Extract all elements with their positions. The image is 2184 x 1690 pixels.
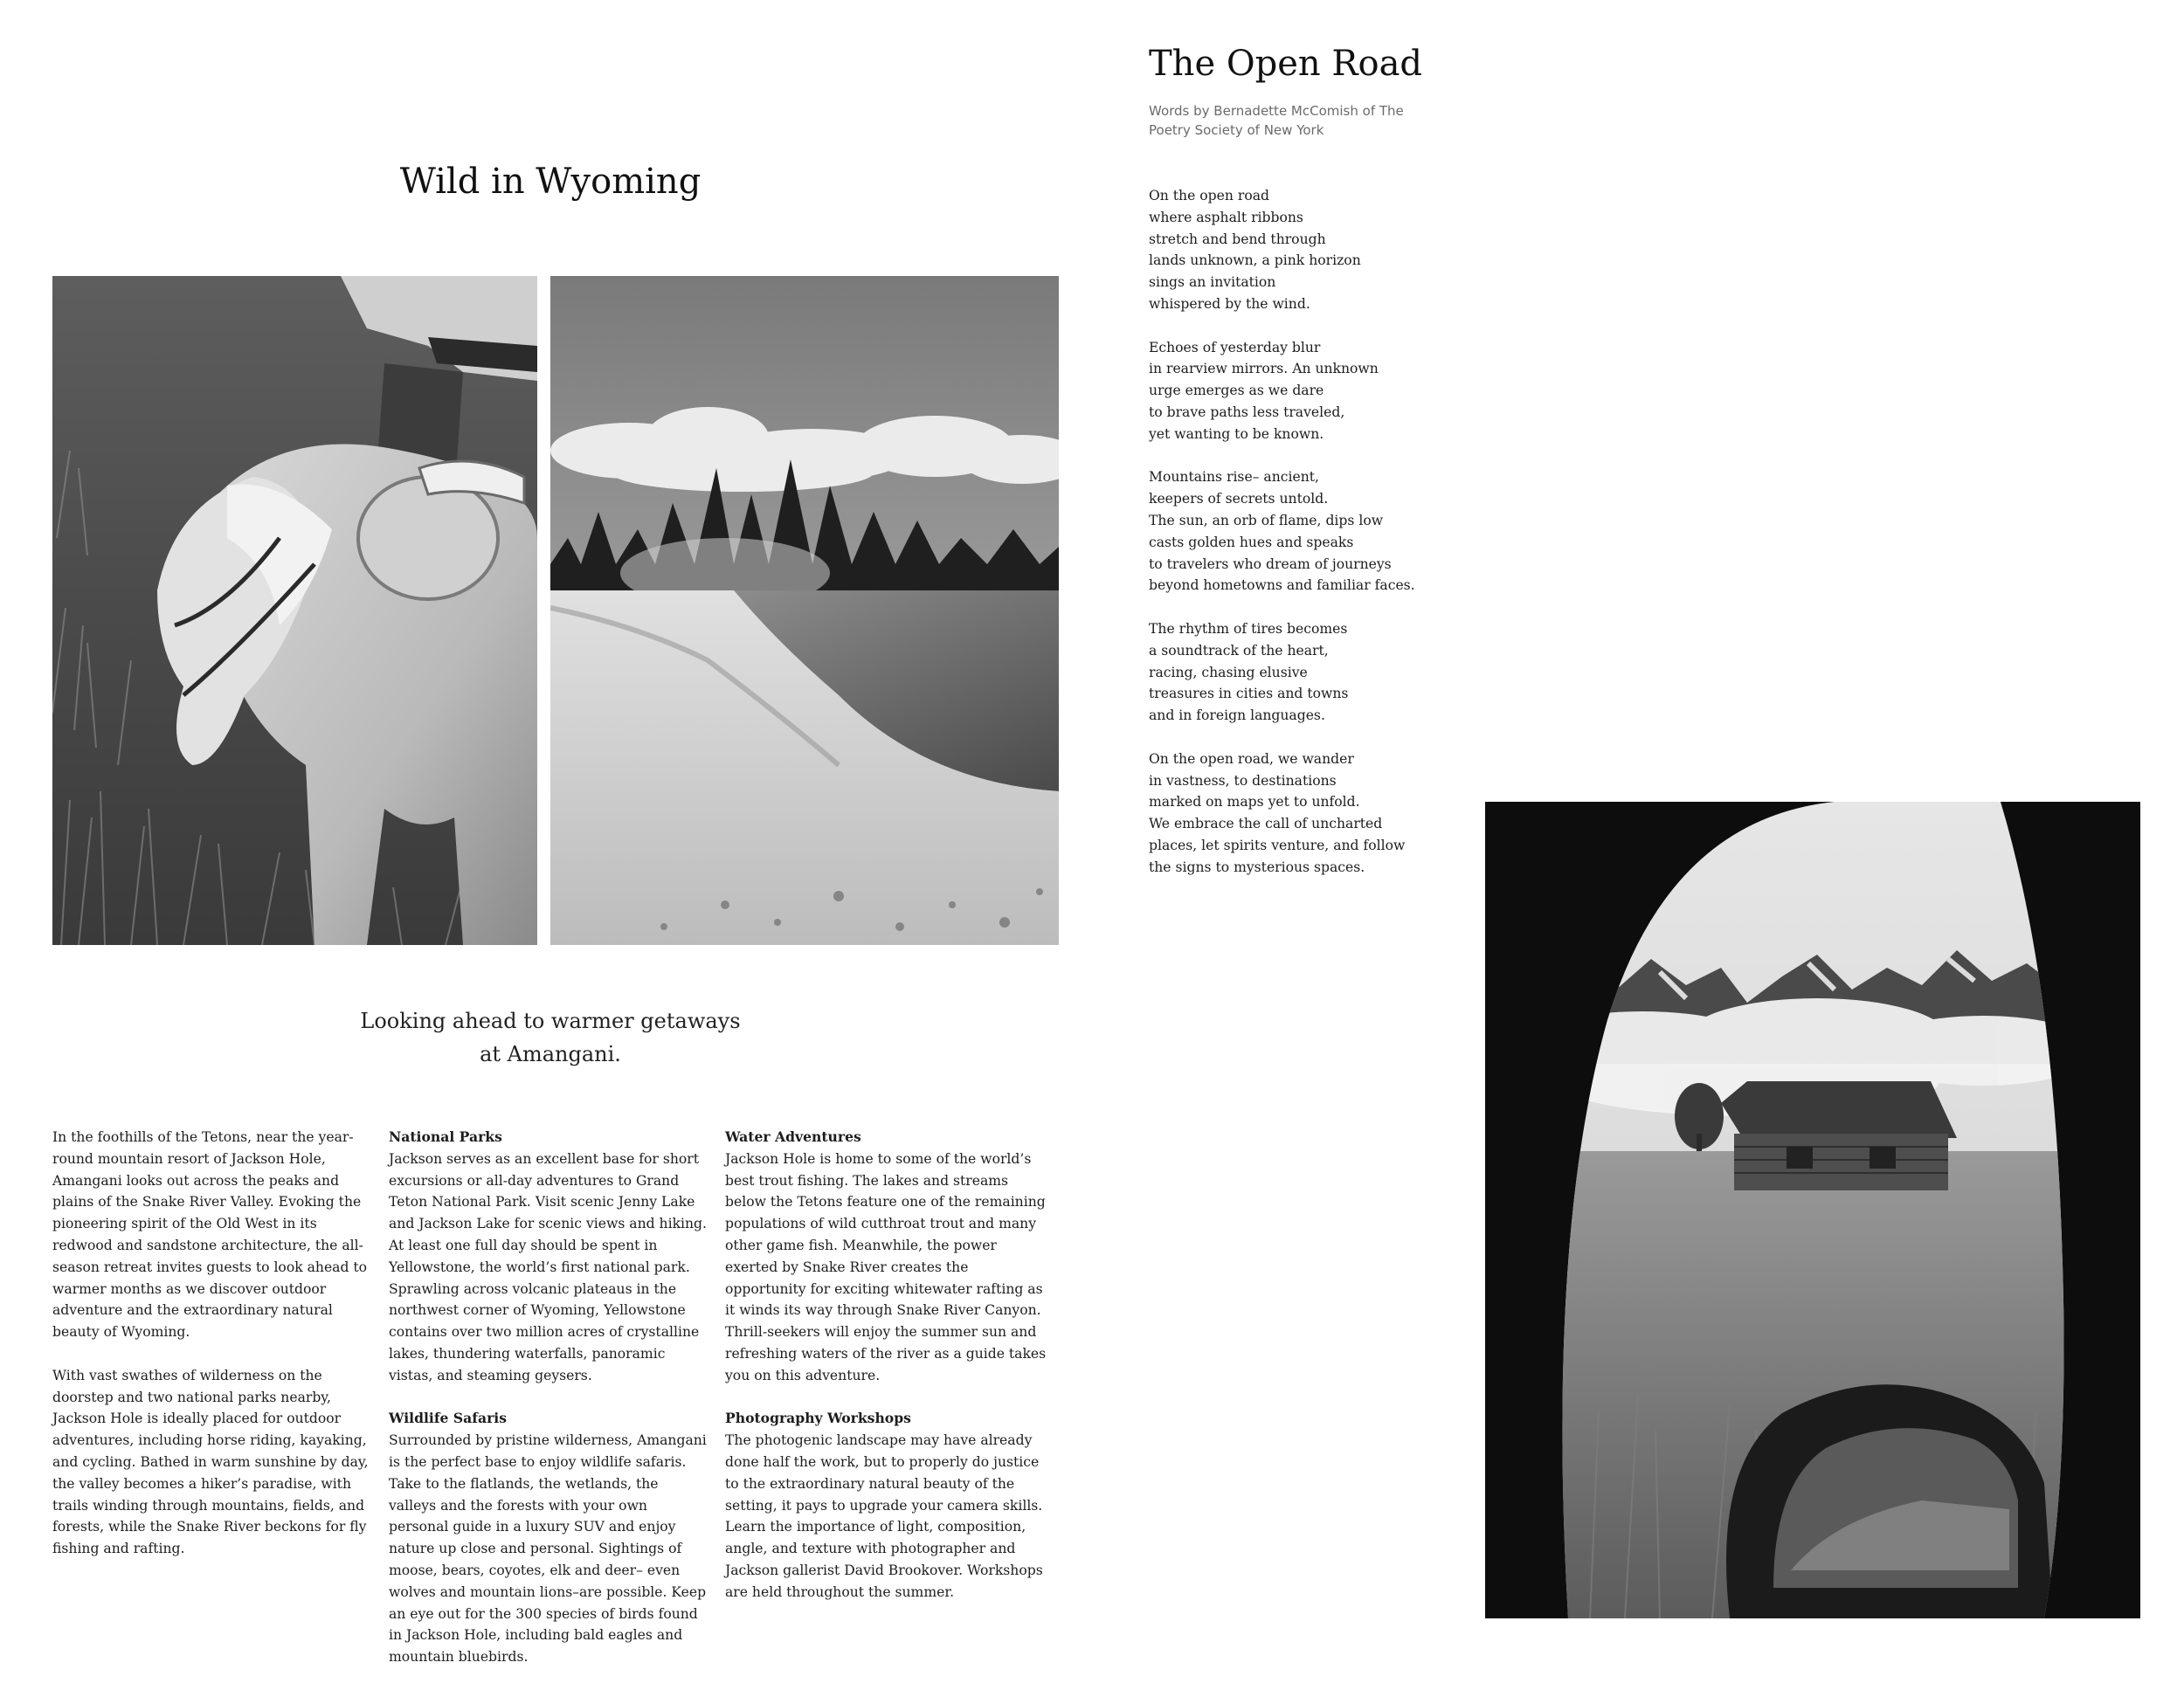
poem-stanza: [1149, 185, 1516, 315]
poem-line: keepers of secrets untold.: [1149, 491, 1329, 507]
poem-line: The sun, an orb of flame, dips low: [1149, 512, 1384, 528]
poem-line: to brave paths less traveled,: [1149, 404, 1345, 420]
section-body: Surrounded by pristine wilderness, Amangani is the perfect base to enjoy wildlife safaris. Take to the flatlands, the wetlands, the valleys and the forests with your own personal guide in a luxury SUV and enjoy nature up close and personal. Sightings of moose, bears, coyotes, elk and deer– even wolves and mountain lions–are possible. Keep an eye out for the 300 species of birds found in Jackson Hole, including bald eagles and mountain bluebirds.: [389, 1432, 707, 1666]
poem-line: in vastness, to destinations: [1149, 772, 1337, 789]
poem-line: Mountains rise– ancient,: [1149, 469, 1319, 486]
poem-line: We embrace the call of uncharted: [1149, 816, 1383, 832]
poem-line: Echoes of yesterday blur: [1149, 339, 1321, 355]
section-water-adventures: [725, 1127, 1053, 1387]
sections-column-middle: [389, 1127, 708, 1690]
poem-title: The Open Road: [1149, 44, 1423, 84]
section-body: Jackson serves as an excellent base for short excursions or all-day adventures to Grand Teton National Park. Visit scenic Jenny Lake and Jackson Lake for scenic views and hiking. At least one full day should be spent in Yellowstone, the world’s first national park. Sprawling across volcanic plateaus in the northwest corner of Wyoming, Yellowstone contains over two million acres of crystalline lakes, thundering waterfalls, panoramic vistas, and steaming geysers.: [389, 1150, 708, 1383]
article-title: Wild in Wyoming: [399, 162, 702, 202]
poem-line: in rearview mirrors. An unknown: [1149, 361, 1379, 377]
poem-line: sings an invitation: [1149, 274, 1276, 291]
poem-line: lands unknown, a pink horizon: [1149, 252, 1361, 269]
poem-line: and in foreign languages.: [1149, 707, 1325, 724]
section-heading: National Parks: [389, 1128, 502, 1145]
byline-line-1: Words by Bernadette McComish of The: [1149, 103, 1404, 119]
byline-line-2: Poetry Society of New York: [1149, 122, 1324, 138]
subtitle-line-2: at Amangani.: [480, 1042, 621, 1066]
section-photography-workshops: [725, 1408, 1053, 1603]
subtitle-line-1: Looking ahead to warmer getaways: [360, 1009, 741, 1033]
intro-paragraph: In the foothills of the Tetons, near the year-round mountain resort of Jackson Hole, Amangani looks out across the peaks and plains of the Snake River Valley. Evoking the pioneering spirit of the Old West in its redwood and sandstone architecture, the all-season retreat invites guests to look ahead to warmer months as we discover outdoor adventure and the extraordinary natural beauty of Wyoming.: [52, 1129, 368, 1341]
poem-body: [1149, 185, 1516, 900]
poem-line: whispered by the wind.: [1149, 295, 1310, 312]
poem-line: places, let spirits venture, and follow: [1149, 837, 1406, 853]
section-national-parks: [389, 1127, 708, 1387]
section-body: Jackson Hole is home to some of the world’s best trout fishing. The lakes and streams below the Tetons feature one of the remaining populations of wild cutthroat trout and many other game fish. Meanwhile, the power exerted by Snake River creates the opportunity for exciting whitewater rafting as it winds its way through Snake River Canyon. Thrill-seekers will enjoy the summer sun and refreshing waters of the river as a guide takes you on this adventure.: [725, 1150, 1047, 1383]
poem-line: treasures in cities and towns: [1149, 686, 1349, 702]
poem-line: yet wanting to be known.: [1149, 425, 1324, 442]
poem-line: racing, chasing elusive: [1149, 664, 1308, 680]
section-heading: Wildlife Safaris: [389, 1410, 507, 1427]
poem-line: The rhythm of tires becomes: [1149, 620, 1348, 637]
geyser-lake-photo: [550, 276, 1059, 945]
poem-line: On the open road, we wander: [1149, 750, 1354, 767]
poem-line: to travelers who dream of journeys: [1149, 555, 1392, 572]
poem-stanza: [1149, 337, 1516, 445]
poem-stanza: [1149, 466, 1516, 597]
article-subtitle: [52, 1004, 1048, 1071]
cabin-through-car-window-photo: [1485, 802, 2140, 1618]
horse-rider-photo: [52, 276, 537, 945]
sections-column-right: [725, 1127, 1053, 1624]
poem-line: stretch and bend through: [1149, 231, 1326, 247]
poem-line: a soundtrack of the heart,: [1149, 642, 1329, 659]
intro-column: [52, 1127, 371, 1582]
poem-line: urge emerges as we dare: [1149, 383, 1324, 399]
poem-stanza: [1149, 748, 1516, 879]
intro-paragraph: With vast swathes of wilderness on the doorstep and two national parks nearby, Jackson Hole is ideally placed for outdoor adventures, including horse riding, kayaking, and cycling. Bathed in warm sunshine by day, the valley becomes a hiker’s paradise, with trails winding through mountains, fields, and forests, while the Snake River beckons for fly fishing and rafting.: [52, 1367, 369, 1557]
section-heading: Water Adventures: [725, 1128, 861, 1145]
section-heading: Photography Workshops: [725, 1410, 911, 1427]
section-body: The photogenic landscape may have already done half the work, but to properly do justice to the extraordinary natural beauty of the setting, it pays to upgrade your camera skills. Learn the importance of light, composition, angle, and texture with photographer and Jackson gallerist David Brookover. Workshops are held throughout the summer.: [725, 1432, 1043, 1600]
poem-line: On the open road: [1149, 188, 1269, 203]
poem-line: where asphalt ribbons: [1149, 209, 1303, 225]
poem-line: the signs to mysterious spaces.: [1149, 859, 1365, 875]
poem-line: casts golden hues and speaks: [1149, 534, 1354, 550]
poem-line: marked on maps yet to unfold.: [1149, 794, 1360, 811]
poem-stanza: [1149, 618, 1516, 727]
byline: [1149, 101, 1411, 140]
poem-line: beyond hometowns and familiar faces.: [1149, 577, 1415, 594]
section-wildlife-safaris: [389, 1408, 708, 1668]
